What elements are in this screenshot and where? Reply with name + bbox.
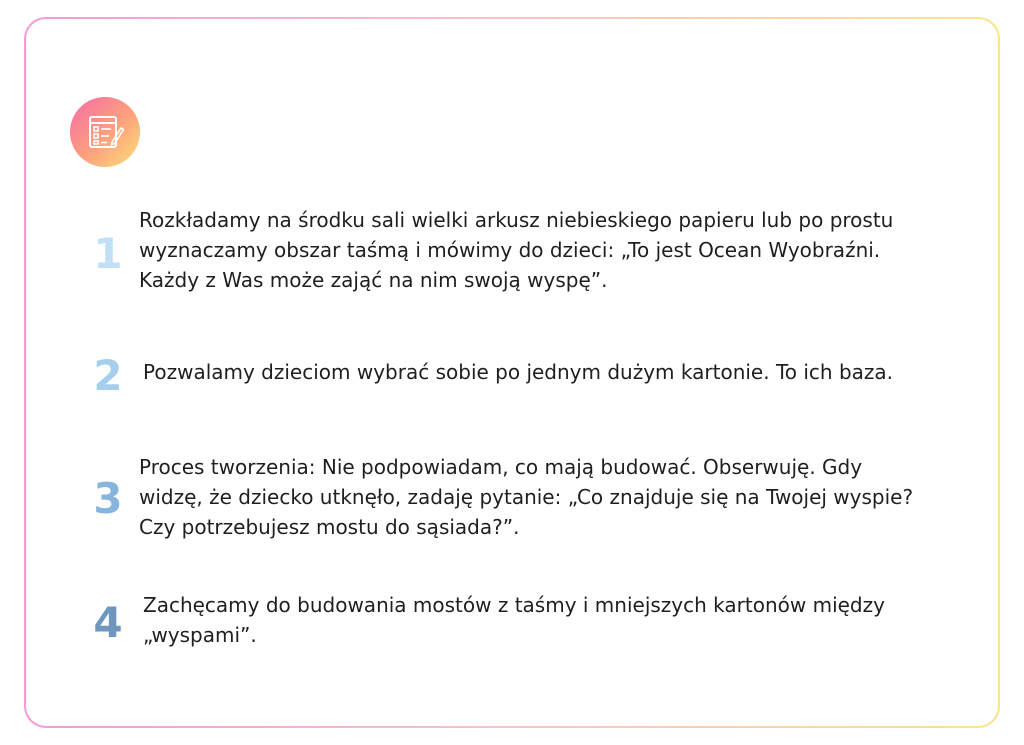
step-number: 2 [93,351,123,400]
step-text: Proces tworzenia: Nie podpowiadam, co mają budować. Obserwuję. Gdy widzę, że dziecko utknęło, zadaję pytanie: „Co znajduje się na Twojej wyspie? Czy potrzebujesz mostu do sąsiada?”. [139,455,914,539]
checklist-with-pencil-icon [85,112,125,152]
step-number: 4 [93,598,123,647]
checklist-icon [70,97,140,167]
step-text: Rozkładamy na środku sali wielki arkusz niebieskiego papieru lub po prostu wyznaczamy obszar taśmą i mówimy do dzieci: „To jest Ocean Wyobraźni. Każdy z Was może zająć na nim swoją wyspę”. [139,208,894,292]
step-text: Zachęcamy do budowania mostów z taśmy i mniejszych kartonów między „wyspami”. [143,593,885,647]
step-text: Pozwalamy dzieciom wybrać sobie po jednym dużym kartonie. To ich baza. [143,360,893,384]
step-number: 1 [93,229,123,278]
step-number: 3 [93,474,123,523]
